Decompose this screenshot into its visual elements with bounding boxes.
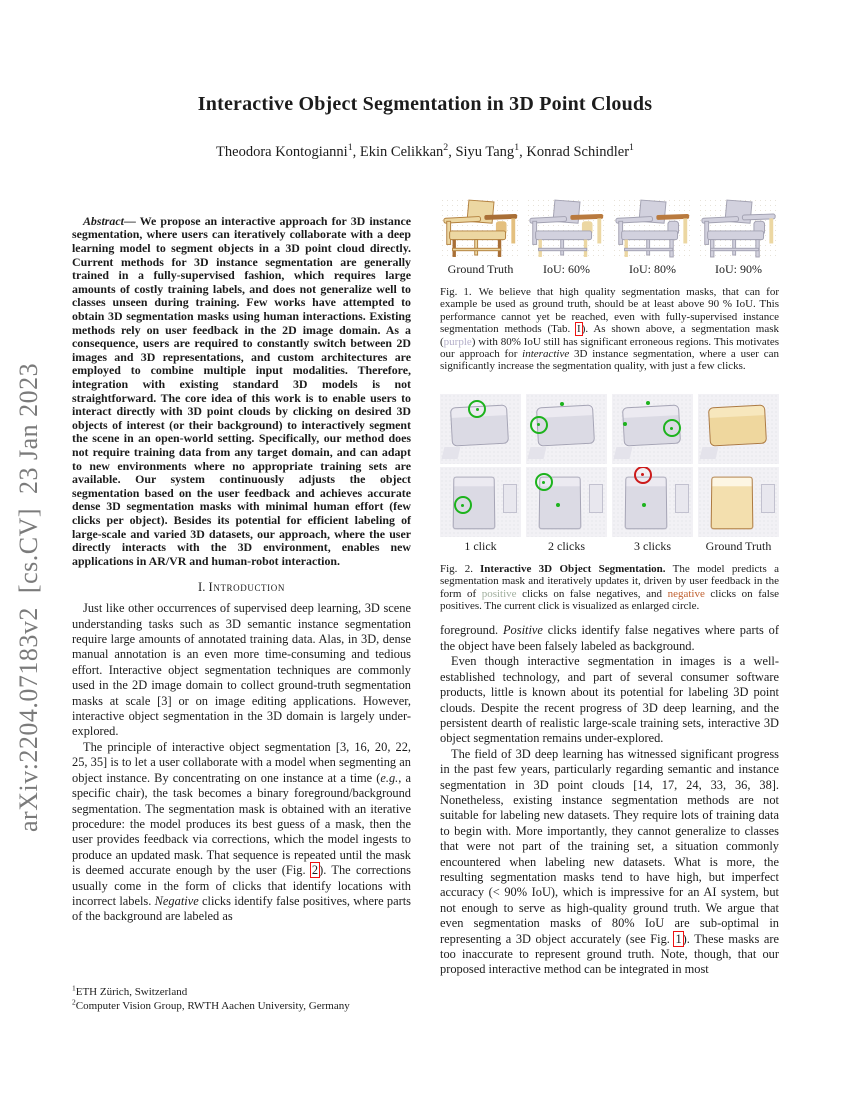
figure2-cell [612,467,693,537]
body-paragraph-3: The field of 3D deep learning has witnessed significant progress in the past few years, particularly regarding semantic and instance segmentation in 3D point clouds [14, 17, 24, 33, 36, 38]. Nonetheless, existing instance segmentation methods are not suitable for labeling new datasets. They require lots of training data to begin with. More importantly, they cannot generalize to classes that were not part of the training set, a situation commonly encountered when labeling new datasets. What is more, the resulting segmentation masks tend to have high, but imperfect accuracy (< 90% IoU), which is impressive for an AI system, but not enough to serve as high-quality ground truth. We argue that even segmentation masks of 80% IoU are sub-optimal in representing a 3D object accurately (see Fig. 1). These masks are too inaccurate to represent ground truth. Note, though, that our proposed interactive method can be integrated in most [440,746,779,977]
section-heading-introduction: I. Introduction [198,580,285,595]
positive-click-marker [535,473,553,491]
figure1-label: Ground Truth [447,262,514,276]
abstract: Abstract— We propose an interactive approach for 3D instance segmentation, where users can iteratively collaborate with a deep learning model to segment objects in a 3D point cloud directly. Current methods for 3D instance segmentation are generally trained in a fully-supervised fashion, which requires large amounts of costly training labels, and does not generalize well to classes unseen during training. Few works have attempted to obtain 3D segmentation masks using human interactions. Existing methods rely on user feedback in the 2D image domain. As a consequence, users are required to constantly switch between 2D images and 3D representations, and custom architectures are employed to combine multiple input modalities. Therefore, integration with existing standard 3D models is not straightforward. The core idea of this work is to enable users to interact directly with 3D point clouds by clicking on desired 3D objects of interest (or their background) to interactively segment the scene in an open-world setting. Specifically, our method does not require training data from any target domain, and can adapt to new environments where no appropriate training sets are available. Our system continuously adjusts the object segmentation based on the user feedback and achieves accurate dense 3D segmentation masks with minimal human effort (few clicks per object). Besides its potential for efficient labeling of large-scale and varied 3D datasets, our approach, where the user directly interacts with the 3D environment, enables new applications in AR/VR and human-robot interaction. [72,213,411,568]
author: Ekin Celikkan$^2$, [359,142,456,160]
chair-point-cloud-image [612,198,693,260]
figure1-panels [440,198,779,260]
figure2-cell [526,467,607,537]
author: Siyu Tang$^1$, [455,142,527,160]
figure2-labels [440,539,779,554]
figure1-chair-ground-truth [440,198,521,260]
author: Konrad Schindler$^1$ [526,142,634,160]
positive-click-marker [560,402,564,406]
footnote-2: $^2$Computer Vision Group, RWTH Aachen University, Germany [72,996,350,1012]
intro-paragraph-2: The principle of interactive object segmentation [3, 16, 20, 22, 25, 35] is to let a user collaborate with a model when segmenting an object instance. By concentrating on one instance at a time (e.g., a specific chair), the task becomes a binary foreground/background segmentation. The segmentation mask is obtained with an iterative procedure: the model produces its best guess of a mask, then the user provides feedback via corrections, which the model ingests to produce an updated mask. That sequence is repeated until the mask is deemed accurate enough by the user (Fig. 2). The corrections usually come in the form of clicks that identify locations with incorrect labels. Negative clicks identify false positives, where parts of the background are labeled as [72,739,411,924]
figure1-label: IoU: 80% [629,262,676,276]
figure2-cell [440,467,521,537]
figure1-caption: Fig. 1. We believe that high quality segmentation masks, that can for example be used as ground truth, should be at least above 90 % IoU. This performance cannot yet be reached, even with fully-supervised instance segmentation methods (Tab. I). As shown above, a segmentation mask (purple) with 80% IoU still has significant erroneous regions. This motivates our approach for interactive 3D instance segmentation, where a user can significantly increase the segmentation quality, with just a few clicks. [440,286,779,373]
figure1-labels [440,262,779,277]
figure1-label: IoU: 60% [543,262,590,276]
positive-click-marker [556,503,560,507]
figure2-cell-ground-truth [698,394,779,464]
author-line [0,144,850,161]
figure2-label: Ground Truth [705,538,772,553]
intro-paragraph-1: Just like other occurrences of supervised deep learning, 3D scene understanding tasks such as 3D semantic instance segmentation require large amounts of annotated training data. Alas, in 3D, dense manual annotation is an even more time-consuming and tedious effort. Interactive object segmentation techniques are commonly used in the 2D image domain to collect ground-truth segmentation masks at scale [3] or on image editing applications. However, interactive object segmentation in the 3D domain is largely under-explored. [72,601,411,739]
figure2-cell [440,394,521,464]
figure2-reference-link[interactable]: 2 [311,863,319,878]
table1-reference-link[interactable]: I [577,323,581,336]
figure2-label: 3 clicks [634,538,671,553]
positive-click-marker [454,496,472,514]
figure2-cell-ground-truth [698,467,779,537]
figure-2 [440,394,779,613]
chair-point-cloud-image [526,198,607,260]
author: Theodora Kontogianni$^1$, [216,142,360,160]
footnotes [72,983,411,1013]
paper-page: arXiv:2204.07183v2 [cs.CV] 23 Jan 2023 Interactive Object Segmentation in 3D Point Clouds Theodora Kontogianni$^1$, Ekin Celikkan$^2$, Siyu Tang$^1$, Konrad Schindler$^1$ Abstract— We propose an interactive approach for 3D instance segmentation, where users can iteratively collaborate with a deep learning model to segment objects in a 3D point cloud directly. Current methods for 3D instance segmentation are generally trained in a fully-supervised fashion, which requires large amounts of costly training labels, and does not generalize well to classes unseen during training. Few works have attempted to obtain 3D segmentation masks using human interactions. Existing methods rely on user feedback in the 2D image domain. As a consequence, users are required to constantly switch between 2D images and 3D representations, and custom architectures are employed to combine multiple input modalities. Therefore, integration with existing standard 3D models is not straightforward. The core idea of this work is to enable users to interact directly with 3D point clouds by clicking on desired 3D objects of interest (or their background) to interactively segment the scene in an open-world setting. Specifically, our method does not require training data from any target domain, and can adapt to new environments where no appropriate training sets are available. Our system continuously adjusts the object segmentation based on the user feedback and achieves accurate dense 3D segmentation masks with minimal human effort (few clicks per object). Besides its potential for efficient labeling of large-scale and varied 3D datasets, our approach, where the user directly interacts with the 3D environment, enables new applications in AR/VR and human-robot interaction. I. Introduction Just like other occurrences of supervised deep learning, 3D scene understanding tasks such as 3D semantic instance segmentation require large amounts of annotated training data. Alas, in 3D, dense manual annotation is an even more time-consuming and tedious effort. Interactive object segmentation techniques are commonly used in the 2D image domain to collect ground-truth segmentation masks at scale [3] or on image editing applications. However, interactive object segmentation in the 3D domain is largely under-explored. The principle of interactive object segmentation [3, 16, 20, 22, 25, 35] is to let a user collaborate with a model when segmenting an object instance. By concentrating on one instance at a time (e.g., a specific chair), the task becomes a binary foreground/background segmentation. The segmentation mask is obtained with an iterative procedure: the model produces its best guess of a mask, then the user provides feedback via corrections, which the model ingests to produce an updated mask. That sequence is repeated until the mask is deemed accurate enough by the user (Fig. 2). The corrections usually come in the form of clicks that identify locations with incorrect labels. Negative clicks identify false positives, where parts of the background are labeled as $^1$ETH Zürich, Switzerland $^2$Computer Vision Group, RWTH Aachen University, Germany Ground Truth IoU: 60% IoU: 80% IoU: 90% Fig. 1. We believe that high quality segmentation masks, that can for example be used as ground truth, should be at least above 90 % IoU. This performance cannot yet be reached, even with fully-supervised instance segmentation methods (Tab. I). As shown above, a segmentation mask (purple) with 80% IoU still has significant erroneous regions. This motivates our approach for interactive 3D instance segmentation, where a user can significantly increase the segmentation quality, with just a few clicks. 1 click 2 clicks 3 clicks Ground Truth Fig. 2. Interactive 3D Object Segmentation. The model predicts a segmentation mask and iteratively updates it, driven by user feedback in the form of positive clicks on false negatives, and negative clicks on false positives. The current click is visualized as enlarged circle. foreground. Positive clicks identify false negatives where parts of the object have been falsely labeled as background. Even though interactive segmentation in images is a well-established technology, and part of several consumer software products, little is known about its potential for labeling 3D point clouds. Despite the recent progress of 3D deep learning, and the persistent dearth of realistic large-scale training sets, interactive 3D object segmentation remains under-explored. The field of 3D deep learning has witnessed significant progress in the past few years, particularly regarding semantic and instance segmentation in 3D point clouds [14, 17, 24, 33, 36, 38]. Nonetheless, existing instance segmentation methods are not suitable for labeling new datasets. They require lots of training data to begin with. More importantly, they cannot generalize to classes that were not part of the training set, a situation commonly encountered when labeling new datasets. What is more, the resulting segmentation masks tend to have high, but imperfect accuracy (< 90% IoU), which is impressive for an AI system, but not enough to serve as high-quality ground truth. We argue that even segmentation masks of 80% IoU are sub-optimal in representing a 3D object accurately (see Fig. 1). These masks are too inaccurate to represent ground truth. Note, though, that our proposed interactive method can be integrated in most [0,0,850,1100]
figure1-chair-iou90 [698,198,779,260]
figure1-chair-iou60 [526,198,607,260]
figure2-cell [612,394,693,464]
right-column [440,198,779,978]
chair-point-cloud-image [440,198,521,260]
positive-click-marker [663,419,681,437]
figure2-label: 1 click [464,538,497,553]
figure2-cell [526,394,607,464]
negative-click-marker [634,467,652,484]
figure2-label: 2 clicks [548,538,585,553]
positive-click-marker [642,503,646,507]
positive-click-marker [623,422,627,426]
left-column [72,203,411,925]
abstract-label: Abstract— [83,213,136,228]
figure1-chair-iou80 [612,198,693,260]
positive-click-marker [530,416,548,434]
figure-1 [440,198,779,373]
figure2-caption: Fig. 2. Interactive 3D Object Segmentation. The model predicts a segmentation mask and iteratively updates it, driven by user feedback in the form of positive clicks on false negatives, and negative clicks on false positives. The current click is visualized as enlarged circle. [440,562,779,613]
chair-point-cloud-image [698,198,779,260]
body-paragraph-2: Even though interactive segmentation in images is a well-established technology, and part of several consumer software products, little is known about its potential for labeling 3D point clouds. Despite the recent progress of 3D deep learning, and the persistent dearth of realistic large-scale training sets, interactive 3D object segmentation remains under-explored. [440,654,779,746]
figure2-grid [440,394,779,537]
body-paragraph-foreground: foreground. Positive clicks identify false negatives where parts of the object have been falsely labeled as background. [440,623,780,653]
footnote-1: $^1$ETH Zürich, Switzerland [72,983,188,998]
figure1-label: IoU: 90% [715,262,762,276]
positive-click-marker [646,401,650,405]
figure1-reference-link[interactable]: 1 [675,931,682,946]
positive-click-marker [468,400,486,418]
paper-title: Interactive Object Segmentation in 3D Point Clouds [197,93,653,115]
